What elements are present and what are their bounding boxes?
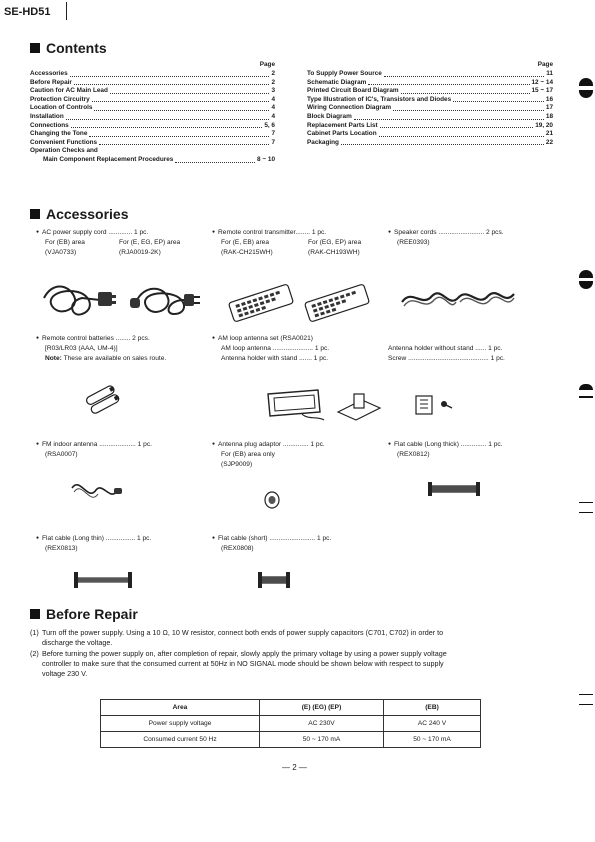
antenna-holder-screw-illustration xyxy=(412,390,456,420)
binding-mark xyxy=(579,384,593,390)
table-row: Consumed current 50 Hz 50 ~ 170 mA 50 ~ 170 mA xyxy=(101,732,481,748)
accessory-batteries: ● Remote control batteries ........ 2 pcs. [R03/LR03 (AAA, UM-4)] Note: These are available on sales route. xyxy=(36,334,166,363)
toc-entry[interactable]: Convenient Functions 7 xyxy=(30,138,275,146)
toc-page-heading-left: Page xyxy=(259,61,275,68)
toc-entry[interactable]: Installation 4 xyxy=(30,112,275,120)
toc-entry[interactable]: Wiring Connection Diagram 17 xyxy=(307,104,553,112)
toc-entry[interactable]: Accessories 2 xyxy=(30,70,275,77)
binding-mark xyxy=(579,270,593,278)
accessory-am-antenna: ● AM loop antenna set (RSA0021) AM loop antenna ...................... 1 pc. Antenna holder with stand ....... 1 pc. xyxy=(212,334,329,363)
remote-eg-illustration xyxy=(302,283,372,323)
toc-page-heading-right: Page xyxy=(537,61,553,68)
toc-entry[interactable]: Changing the Tone 7 xyxy=(30,130,275,138)
toc-entry[interactable]: Caution for AC Main Lead 3 xyxy=(30,87,275,95)
plug-adaptor-illustration xyxy=(262,490,282,510)
toc-entry[interactable]: Location of Controls 4 xyxy=(30,104,275,112)
table-header-row: Area (E) (EG) (EP) (EB) xyxy=(101,700,481,716)
binding-mark xyxy=(579,90,593,98)
before-repair-heading xyxy=(30,606,138,622)
binding-mark xyxy=(579,694,593,695)
accessory-flat-cable-long-thin: ● Flat cable (Long thin) ................ 1 pc. (REX0813) xyxy=(36,534,151,554)
contents-title: Contents xyxy=(46,40,107,56)
am-loop-antenna-illustration xyxy=(262,386,328,422)
heading-square-icon xyxy=(30,43,40,53)
accessories-title: Accessories xyxy=(46,206,129,222)
ac-cord-e-illustration xyxy=(128,278,208,323)
step-2: (2) Before turning the power supply on, after completion of repair, slowly apply the primary voltage by using a power supply voltage controller to make sure that the consumed current at 50Hz in NO SIGNAL mode should be shown below with respect to supply voltage 230 V. xyxy=(30,649,447,678)
toc-entry[interactable]: Protection Circuitry 4 xyxy=(30,95,275,103)
header-divider xyxy=(66,2,67,20)
toc-entry[interactable]: Block Diagram 18 xyxy=(307,112,553,120)
binding-mark xyxy=(579,502,593,503)
accessory-flat-cable-short: ● Flat cable (short) ......................... 1 pc. (REX0808) xyxy=(212,534,331,554)
accessory-ac-cord: ● AC power supply cord ............. 1 pc. For (EB) area For (E, EG, EP) area (VJA0733) (RJA0019-2K) xyxy=(36,228,180,257)
flat-cable-long-thin-illustration xyxy=(70,568,136,592)
contents-heading xyxy=(30,40,107,56)
speaker-cords-illustration xyxy=(398,278,518,318)
batteries-illustration xyxy=(84,384,124,416)
accessories-heading xyxy=(30,206,129,222)
accessory-remote: ● Remote control transmitter........ 1 pc. For (E, EB) area For (EG, EP) area (RAK-CH215WH) (RAK-CH193WH) xyxy=(212,228,361,257)
toc-right-column xyxy=(307,70,553,147)
heading-square-icon xyxy=(30,209,40,219)
toc-entry[interactable]: Before Repair 2 xyxy=(30,78,275,86)
table-row: Power supply voltage AC 230V AC 240 V xyxy=(101,716,481,732)
toc-entry[interactable]: Printed Circuit Board Diagram 15 ~ 17 xyxy=(307,87,553,95)
page-number: — 2 — xyxy=(282,763,307,772)
binding-mark xyxy=(579,281,593,289)
accessory-plug-adaptor: ● Antenna plug adaptor .............. 1 pc. For (EB) area only (SJP9009) xyxy=(212,440,325,469)
toc-entry-multiline[interactable]: Operation Checks and Main Component Replacement Procedures 8 ~ 10 xyxy=(30,147,275,163)
fm-antenna-illustration xyxy=(66,474,126,506)
current-spec-table xyxy=(100,699,481,748)
toc-left-column xyxy=(30,70,275,165)
binding-mark xyxy=(579,704,593,705)
antenna-holder-stand-illustration xyxy=(334,390,384,422)
toc-entry[interactable]: Replacement Parts List 19, 20 xyxy=(307,121,553,129)
flat-cable-long-thick-illustration xyxy=(424,476,484,502)
flat-cable-short-illustration xyxy=(254,568,294,592)
toc-entry[interactable]: To Supply Power Source 11 xyxy=(307,70,553,77)
remote-e-illustration xyxy=(226,283,296,323)
step-1: (1) Turn off the power supply. Using a 10 Ω, 10 W resistor, connect both ends of power supply capacitors (C701, C702) in order to discharge the voltage. xyxy=(30,628,444,647)
toc-entry[interactable]: Type Illustration of IC's, Transistors and Diodes 16 xyxy=(307,95,553,103)
accessory-speaker-cords: ● Speaker cords ......................... 2 pcs. (REE0393) xyxy=(388,228,504,248)
accessory-fm-antenna: ● FM indoor antenna .................... 1 pc. (RSA0007) xyxy=(36,440,152,460)
toc-entry[interactable]: Connections 5, 6 xyxy=(30,121,275,129)
binding-mark xyxy=(579,396,593,398)
before-repair-title: Before Repair xyxy=(46,606,138,622)
toc-entry[interactable]: Packaging 22 xyxy=(307,138,553,146)
heading-square-icon xyxy=(30,609,40,619)
binding-mark xyxy=(579,78,593,86)
accessory-flat-cable-long-thick: ● Flat cable (Long thick) .............. 1 pc. (REX0812) xyxy=(388,440,503,460)
toc-entry[interactable]: Schematic Diagram 12 ~ 14 xyxy=(307,78,553,86)
before-repair-steps xyxy=(30,628,570,679)
ac-cord-eb-illustration xyxy=(38,278,118,323)
model-number: SE-HD51 xyxy=(4,6,51,18)
accessory-am-antenna-extra: Antenna holder without stand ...... 1 pc. Screw ............................................ 1 pc. xyxy=(388,345,505,362)
binding-mark xyxy=(579,512,593,513)
toc-entry[interactable]: Cabinet Parts Location 21 xyxy=(307,130,553,138)
